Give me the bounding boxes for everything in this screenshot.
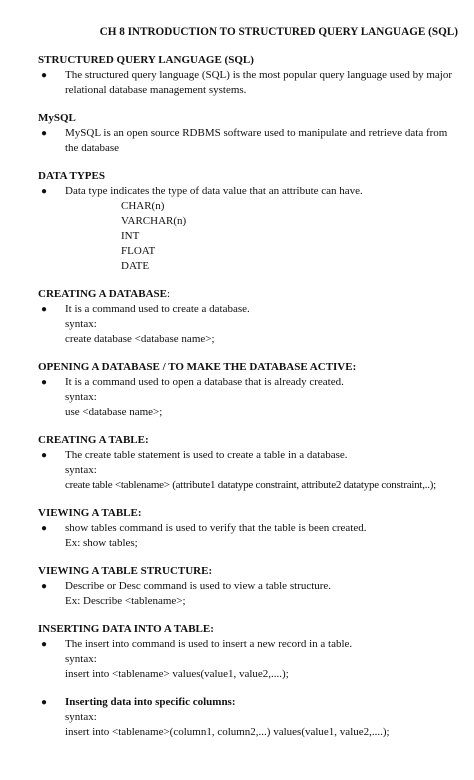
bullet-icon: ●: [41, 128, 48, 139]
section-heading: VIEWING A TABLE:: [38, 507, 142, 519]
syntax-code: use <database name>;: [65, 406, 163, 418]
data-type-item: FLOAT: [121, 245, 156, 257]
bullet-text: Data type indicates the type of data value that an attribute can have.: [65, 185, 363, 197]
bullet-item: [38, 637, 460, 652]
syntax-code: insert into <tablename>(column1, column2,...) values(value1, value2,....);: [65, 726, 390, 738]
bullet-text: Describe or Desc command is used to view a table structure.: [65, 580, 332, 592]
bullet-text: It is a command used to open a database that is already created.: [65, 376, 344, 388]
bullet-item: [38, 302, 460, 317]
section-heading: STRUCTURED QUERY LANGUAGE (SQL): [38, 54, 254, 66]
data-type-list: [38, 199, 460, 274]
section-creating-database: [38, 287, 460, 347]
section-heading: [38, 622, 460, 637]
syntax-label: syntax:: [65, 711, 97, 723]
spacer: [38, 682, 460, 695]
data-type-item: INT: [121, 230, 140, 242]
data-type-item: DATE: [121, 260, 150, 272]
section-mysql: [38, 111, 460, 156]
section-viewing-table-structure: [38, 564, 460, 609]
page-title: CH 8 INTRODUCTION TO STRUCTURED QUERY LANGUAGE (SQL): [99, 26, 458, 38]
bullet-item: [38, 126, 460, 156]
section-inserting-data: [38, 622, 460, 740]
bullet-text: MySQL is an open source RDBMS software used to manipulate and retrieve data from the database: [65, 127, 448, 154]
syntax-code: create table <tablename> (attribute1 datatype constraint, attribute2 datatype constraint,..);: [65, 479, 436, 491]
heading-text: INSERTING DATA INTO A TABLE:: [38, 623, 214, 635]
syntax-label: syntax:: [65, 464, 97, 476]
heading-text: CREATING A DATABASE: [38, 288, 167, 300]
bullet-item: [38, 68, 460, 98]
bullet-icon: ●: [41, 70, 48, 81]
data-type-item: VARCHAR(n): [121, 215, 187, 227]
bullet-icon: ●: [41, 186, 48, 197]
bullet-text: The insert into command is used to insert a new record in a table.: [65, 638, 353, 650]
bullet-item: [38, 448, 460, 463]
section-creating-table: [38, 433, 460, 493]
bullet-icon: ●: [41, 639, 48, 650]
syntax-code: insert into <tablename> values(value1, value2,....);: [65, 668, 289, 680]
bullet-icon: ●: [41, 523, 48, 534]
section-heading: CREATING A TABLE:: [38, 434, 149, 446]
syntax-label: syntax:: [65, 391, 97, 403]
bullet-icon: ●: [41, 450, 48, 461]
syntax-label: syntax:: [65, 653, 97, 665]
syntax-label: syntax:: [65, 318, 97, 330]
bullet-icon: ●: [41, 581, 48, 592]
bullet-icon: ●: [41, 697, 48, 708]
bullet-item: [38, 579, 460, 594]
bullet-icon: ●: [41, 377, 48, 388]
data-type-item: CHAR(n): [121, 200, 165, 212]
bullet-text: show tables command is used to verify that the table is been created.: [65, 522, 367, 534]
bullet-item: [38, 521, 460, 536]
section-viewing-table: [38, 506, 460, 551]
syntax-code: create database <database name>;: [65, 333, 215, 345]
bullet-subheading: Inserting data into specific columns:: [65, 696, 236, 708]
bullet-item: [38, 695, 460, 710]
bullet-icon: ●: [41, 304, 48, 315]
bullet-item: [38, 375, 460, 390]
bullet-text: The create table statement is used to create a table in a database.: [65, 449, 348, 461]
section-data-types: [38, 169, 460, 274]
heading-colon: :: [166, 288, 171, 300]
section-opening-database: [38, 360, 460, 420]
section-heading: OPENING A DATABASE / TO MAKE THE DATABASE ACTIVE:: [38, 361, 357, 373]
section-heading: [38, 287, 460, 302]
section-heading: MySQL: [38, 112, 76, 124]
bullet-item: [38, 184, 460, 199]
example-code: Ex: show tables;: [65, 537, 138, 549]
section-heading: DATA TYPES: [38, 170, 105, 182]
bullet-text: It is a command used to create a database.: [65, 303, 250, 315]
section-sql: [38, 53, 460, 98]
section-heading: VIEWING A TABLE STRUCTURE:: [38, 565, 213, 577]
bullet-text: The structured query language (SQL) is the most popular query language used by major relational database management systems.: [65, 69, 453, 96]
example-code: Ex: Describe <tablename>;: [65, 595, 186, 607]
